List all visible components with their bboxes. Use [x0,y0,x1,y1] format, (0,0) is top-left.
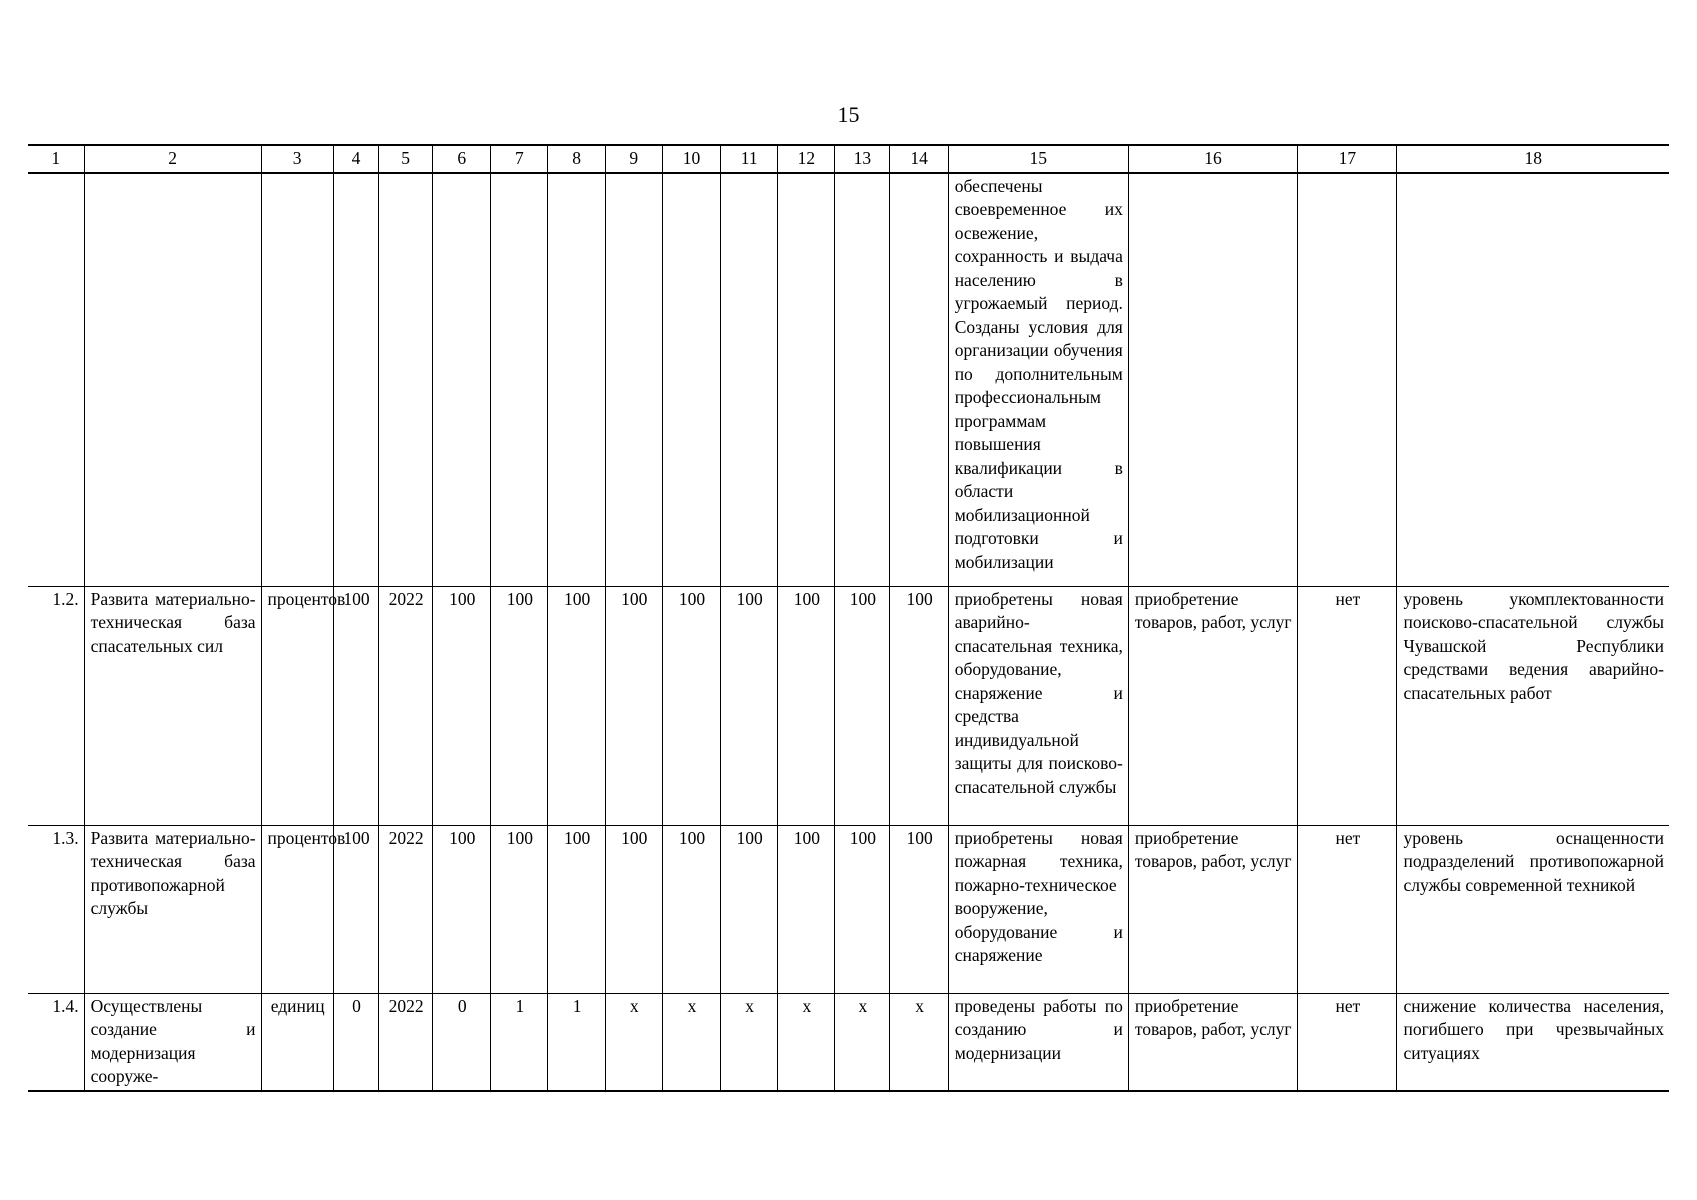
flag-cell [1298,173,1397,587]
value-cell: 100 [333,825,378,993]
value-cell: 100 [835,825,890,993]
flag-cell: нет [1298,993,1397,1091]
header-cell: 2 [84,145,261,173]
row-number: 1.2. [28,586,84,825]
unit-cell [261,173,333,587]
row-number [28,173,84,587]
value-cell: 1 [548,993,605,1091]
value-cell: 100 [835,586,890,825]
value-cell [605,173,662,587]
header-cell: 11 [721,145,778,173]
table-row [28,173,1669,587]
header-cell: 7 [491,145,548,173]
value-cell [890,173,948,587]
value-cell: 100 [605,586,662,825]
value-cell: 100 [890,586,948,825]
value-cell [835,173,890,587]
header-cell: 10 [662,145,720,173]
row-number: 1.3. [28,825,84,993]
value-cell [433,173,491,587]
expense-type-cell: приобретение товаров, работ, услуг [1128,586,1297,825]
value-cell [379,173,433,587]
description-cell: проведены работы по созданию и модернизации [948,993,1128,1091]
table-row [28,586,1669,825]
indicator-cell: уровень укомплектованности поисково-спасательной службы Чувашской Республики средствами ведения аварийно-спасательных работ [1397,586,1669,825]
value-cell: 100 [778,586,835,825]
header-cell: 1 [28,145,84,173]
value-cell: 1 [491,993,548,1091]
value-cell: x [605,993,662,1091]
header-cell: 14 [890,145,948,173]
value-cell [662,173,720,587]
value-cell: 100 [491,825,548,993]
value-cell: 100 [433,825,491,993]
row-number: 1.4. [28,993,84,1091]
value-cell [333,173,378,587]
value-cell: x [778,993,835,1091]
description-cell: обеспечены своевременное их освежение, сохранность и выдача населению в угрожаемый период. Созданы условия для организации обучения по дополнительным профессиональным программам повышения квалификации в области мобилизационной подготовки и мобилизации [948,173,1128,587]
value-cell [778,173,835,587]
value-cell: 100 [662,586,720,825]
value-cell: x [662,993,720,1091]
flag-cell: нет [1298,825,1397,993]
header-cell: 15 [948,145,1128,173]
header-cell: 13 [835,145,890,173]
result-name: Развита материально-техническая база спасательных сил [84,586,261,825]
header-cell: 3 [261,145,333,173]
value-cell: x [890,993,948,1091]
result-name: Осуществлены создание и модернизация сооруже- [84,993,261,1091]
description-cell: приобретены новая пожарная техника, пожарно-техническое вооружение, оборудование и снаряжение [948,825,1128,993]
header-cell: 12 [778,145,835,173]
value-cell: 0 [333,993,378,1091]
value-cell: 100 [778,825,835,993]
value-cell: 0 [433,993,491,1091]
value-cell: 100 [721,586,778,825]
value-cell [491,173,548,587]
value-cell: 100 [548,586,605,825]
header-cell: 16 [1128,145,1297,173]
unit-cell: единиц [261,993,333,1091]
value-cell: 2022 [379,586,433,825]
indicator-cell: снижение количества населения, погибшего при чрезвычайных ситуациях [1397,993,1669,1091]
value-cell: x [721,993,778,1091]
value-cell: 2022 [379,825,433,993]
value-cell: 100 [721,825,778,993]
unit-cell: процентов [261,586,333,825]
value-cell: 100 [890,825,948,993]
value-cell: 100 [433,586,491,825]
table-row [28,993,1669,1091]
value-cell: 2022 [379,993,433,1091]
indicator-cell: уровень оснащенности подразделений противопожарной службы современной техникой [1397,825,1669,993]
flag-cell: нет [1298,586,1397,825]
header-cell: 17 [1298,145,1397,173]
value-cell: 100 [605,825,662,993]
result-name: Развита материально-техническая база противопожарной службы [84,825,261,993]
value-cell: x [835,993,890,1091]
header-cell: 4 [333,145,378,173]
header-row [28,145,1669,173]
value-cell [548,173,605,587]
page-number: 15 [837,102,860,127]
expense-type-cell: приобретение товаров, работ, услуг [1128,993,1297,1091]
value-cell: 100 [548,825,605,993]
expense-type-cell [1128,173,1297,587]
unit-cell: процентов [261,825,333,993]
value-cell [721,173,778,587]
indicator-cell [1397,173,1669,587]
expense-type-cell: приобретение товаров, работ, услуг [1128,825,1297,993]
value-cell: 100 [491,586,548,825]
description-cell: приобретены новая аварийно-спасательная техника, оборудование, снаряжение и средства индивидуальной защиты для поисково-спасательной службы [948,586,1128,825]
header-cell: 5 [379,145,433,173]
result-name [84,173,261,587]
header-cell: 9 [605,145,662,173]
header-cell: 8 [548,145,605,173]
header-cell: 6 [433,145,491,173]
table-row [28,825,1669,993]
value-cell: 100 [333,586,378,825]
header-cell: 18 [1397,145,1669,173]
value-cell: 100 [662,825,720,993]
document-table [28,144,1669,1092]
